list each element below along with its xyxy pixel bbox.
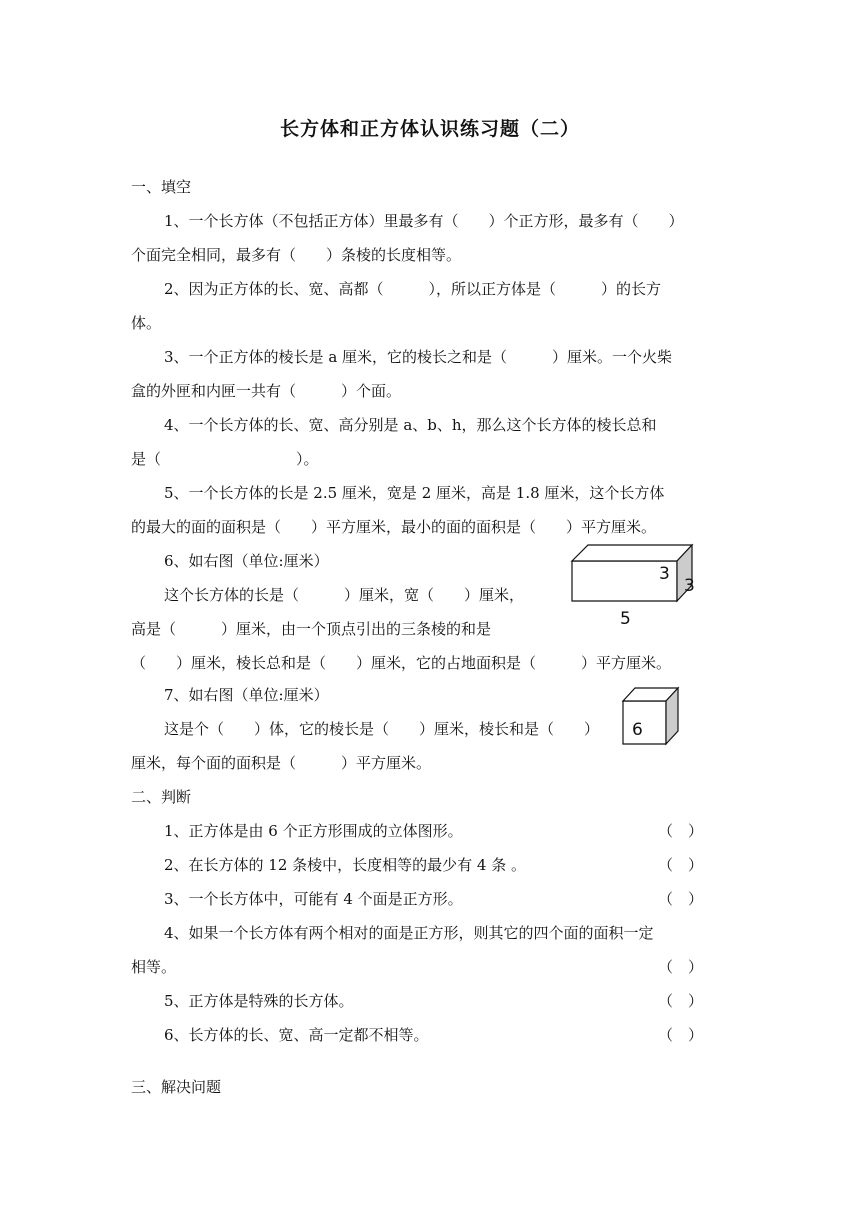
fill-item-7-line3: 厘米，每个面的面积是（ ）平方厘米。 (131, 754, 432, 772)
fill-item-7-line2: 这是个（ ）体，它的棱长是（ ）厘米，棱长和是（ ） (164, 720, 600, 738)
cube-front-face (623, 701, 666, 744)
fill-item-1-line2: 个面完全相同，最多有（ ）条棱的长度相等。 (131, 246, 462, 264)
judge-item-4-line2: 相等。 (131, 958, 177, 976)
fill-item-7-line1: 7、如右图（单位:厘米） (164, 686, 329, 704)
judge-item-3: 3、一个长方体中，可能有 4 个面是正方形。 (164, 890, 463, 908)
fill-item-5-line1: 5、一个长方体的长是 2.5 厘米，宽是 2 厘米，高是 1.8 厘米，这个长方体 (164, 484, 665, 502)
fill-item-4-line2: 是（ ）。 (131, 450, 319, 468)
judge-item-4-line1: 4、如果一个长方体有两个相对的面是正方形，则其它的四个面的面积一定 (164, 924, 654, 942)
judge-item-6-bracket: （ ） (658, 1026, 704, 1044)
section-fill-heading: 一、填空 (131, 178, 192, 196)
judge-item-5-bracket: （ ） (658, 992, 704, 1010)
fill-item-6-line4: （ ）厘米，棱长总和是（ ）厘米，它的占地面积是（ ）平方厘米。 (131, 654, 672, 672)
fill-item-2-line2: 体。 (131, 314, 162, 332)
fill-item-6-line2: 这个长方体的长是（ ）厘米，宽（ ）厘米， (164, 586, 525, 604)
judge-item-1-bracket: （ ） (658, 822, 704, 840)
cuboid-length-label: 5 (620, 609, 631, 629)
judge-item-5: 5、正方体是特殊的长方体。 (164, 992, 354, 1010)
page-title: 长方体和正方体认识练习题（二） (279, 118, 580, 140)
cube-edge-label: 6 (632, 720, 643, 740)
judge-item-6: 6、长方体的长、宽、高一定都不相等。 (164, 1026, 429, 1044)
cuboid-top-face (572, 545, 692, 561)
judge-item-4-bracket: （ ） (658, 958, 704, 976)
fill-item-6-line1: 6、如右图（单位:厘米） (164, 552, 329, 570)
judge-item-2: 2、在长方体的 12 条棱中，长度相等的最少有 4 条 。 (164, 856, 527, 874)
fill-item-1-line1: 1、一个长方体（不包括正方体）里最多有（ ）个正方形，最多有（ ） (164, 212, 684, 230)
judge-item-2-bracket: （ ） (658, 856, 704, 874)
cuboid-figure (560, 538, 710, 628)
fill-item-5-line2: 的最大的面的面积是（ ）平方厘米，最小的面的面积是（ ）平方厘米。 (131, 518, 657, 536)
section-judge-heading: 二、判断 (131, 788, 192, 806)
fill-item-6-line3: 高是（ ）厘米，由一个顶点引出的三条棱的和是 (131, 620, 492, 638)
fill-item-3-line1: 3、一个正方体的棱长是 a 厘米，它的棱长之和是（ ）厘米。一个火柴 (164, 348, 673, 366)
cube-figure (618, 685, 684, 749)
cuboid-height-label: 3 (659, 564, 670, 584)
judge-item-1: 1、正方体是由 6 个正方形围成的立体图形。 (164, 822, 463, 840)
fill-item-2-line1: 2、因为正方体的长、宽、高都（ ），所以正方体是（ ）的长方 (164, 280, 662, 298)
cuboid-width-label: 3 (684, 576, 695, 596)
fill-item-4-line1: 4、一个长方体的长、宽、高分别是 a、b、h，那么这个长方体的棱长总和 (164, 416, 657, 434)
fill-item-3-line2: 盒的外匣和内匣一共有（ ）个面。 (131, 382, 402, 400)
judge-item-3-bracket: （ ） (658, 890, 704, 908)
section-solve-heading: 三、解决问题 (131, 1078, 222, 1096)
